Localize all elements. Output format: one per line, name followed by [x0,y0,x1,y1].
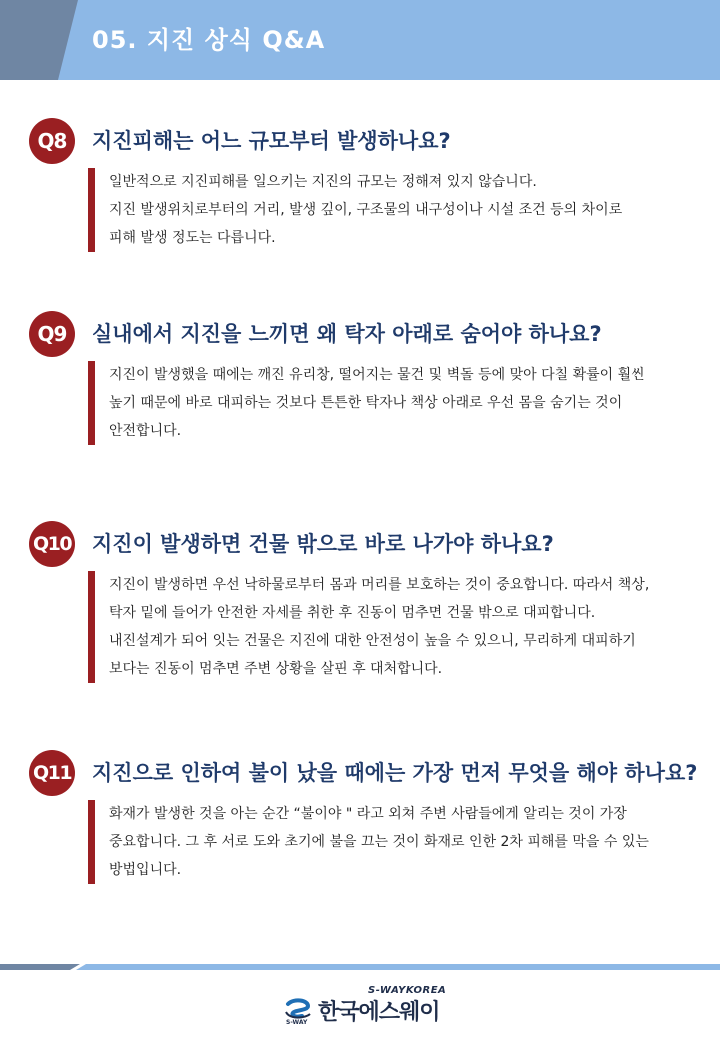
page-title: 05. 지진 상식 Q&A [92,26,326,54]
question-heading: 실내에서 지진을 느끼면 왜 탁자 아래로 숨어야 하나요? [92,322,602,346]
brand-english: S-WAYKOREA [368,985,447,996]
answer-line: 방법입니다. [109,862,182,878]
answer-line: 내진설계가 되어 잇는 건물은 지진에 대한 안전성이 높을 수 있으니, 무리하게 대피하기 [109,633,636,649]
answer-line: 탁자 밑에 들어가 안전한 자세를 취한 후 진동이 멈추면 건물 밖으로 대피합니다. [109,605,596,621]
answer-line: 지진 발생위치로부터의 거리, 발생 깊이, 구조물의 내구성이나 시설 조건 등의 차이로 [109,202,623,218]
question-heading: 지진으로 인하여 불이 났을 때에는 가장 먼저 무엇을 해야 하나요? [92,761,698,785]
question-heading: 지진이 발생하면 건물 밖으로 바로 나가야 하나요? [92,532,554,556]
page-header [0,0,720,80]
answer-line: 지진이 발생하면 우선 낙하물로부터 몸과 머리를 보호하는 것이 중요합니다. 따라서 책상, [109,577,650,593]
answer-line: 높기 때문에 바로 대피하는 것보다 튼튼한 탁자나 책상 아래로 우선 몸을 숨기는 것이 [109,395,623,411]
answer-line: 지진이 발생했을 때에는 깨진 유리창, 떨어지는 물건 및 벽돌 등에 맞아 다칠 확률이 훨씬 [109,367,645,383]
answer-line: 일반적으로 지진피해를 일으키는 지진의 규모는 정해져 있지 않습니다. [109,174,537,190]
question-badge: Q10 [29,521,75,567]
answer-block [88,361,709,445]
answer-block [88,800,709,884]
answer-line: 피해 발생 정도는 다릅니다. [109,230,276,246]
question-badge: Q9 [29,311,75,357]
brand-korean: 한국에스웨이 [318,1000,440,1025]
footer-band [0,964,720,976]
question-badge: Q8 [29,118,75,164]
answer-block [88,168,709,252]
answer-line: 화재가 발생한 것을 아는 순간 “불이야 " 라고 외쳐 주변 사람들에게 알리는 것이 가장 [109,806,627,822]
answer-line: 안전합니다. [109,423,182,439]
answer-line: 보다는 진동이 멈추면 주변 상황을 살핀 후 대처합니다. [109,661,443,677]
question-badge: Q11 [29,750,75,796]
s-way-logo-icon [284,998,314,1020]
logo-mark-label: S-WAY [286,1019,308,1026]
answer-line: 중요합니다. 그 후 서로 도와 초기에 불을 끄는 것이 화재로 인한 2차 피해를 막을 수 있는 [109,834,649,850]
question-heading: 지진피해는 어느 규모부터 발생하나요? [92,129,451,153]
answer-block [88,571,709,683]
